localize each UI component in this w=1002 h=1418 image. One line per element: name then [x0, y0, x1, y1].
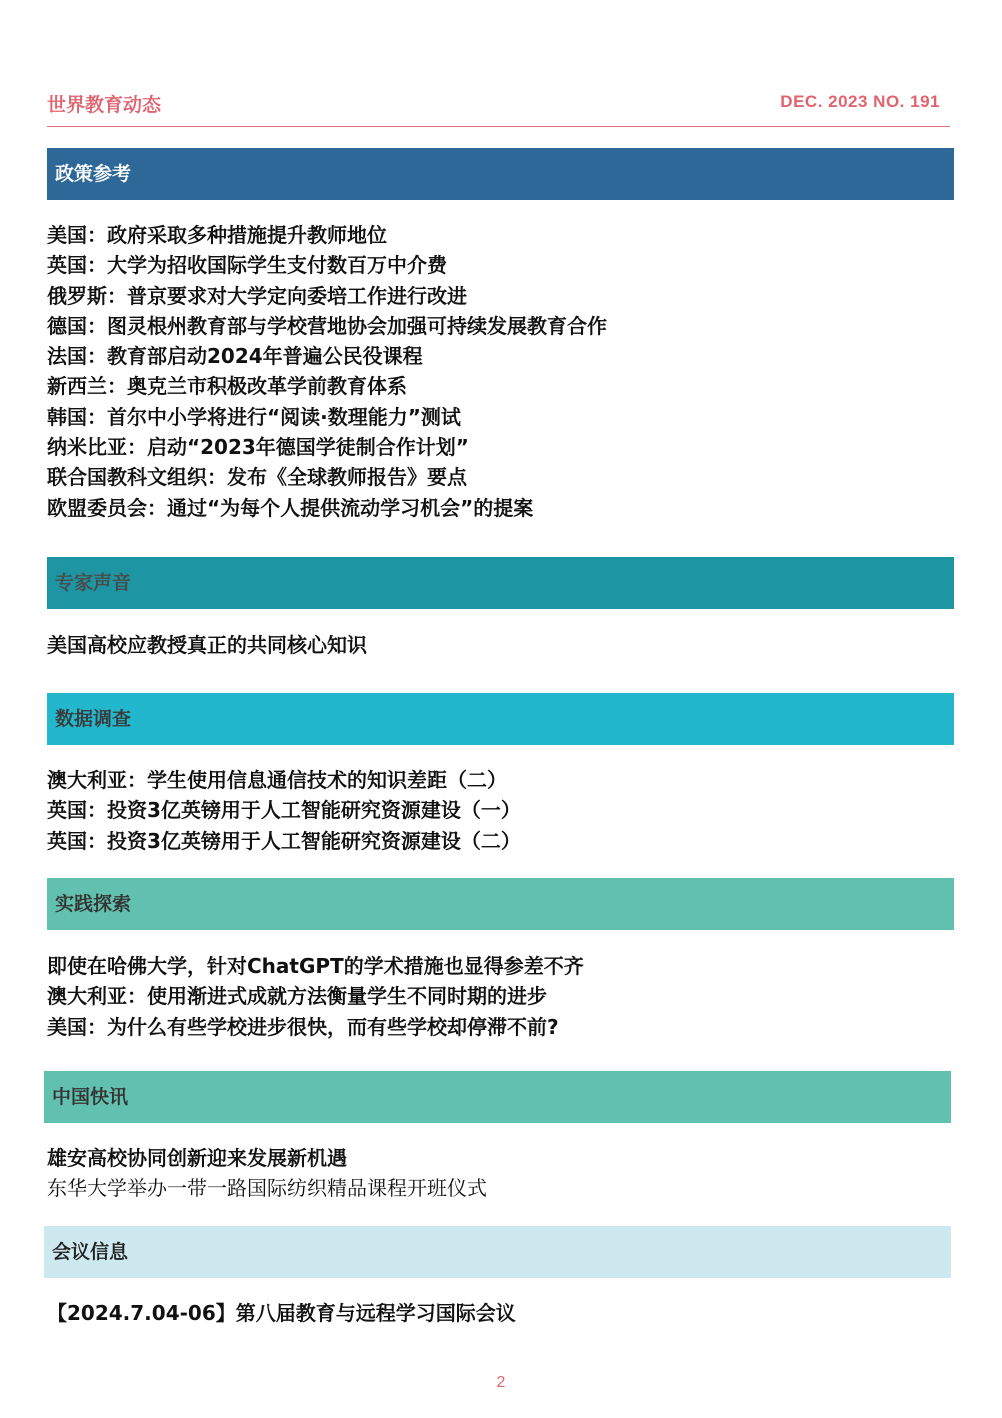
article-link[interactable]: 雄安高校协同创新迎来发展新机遇	[47, 1146, 347, 1170]
section-list-conferences	[47, 1298, 516, 1328]
article-link[interactable]: 韩国：首尔中小学将进行“阅读·数理能力”测试	[47, 404, 461, 429]
section-title: 会议信息	[52, 1241, 129, 1263]
page-header	[47, 90, 950, 127]
article-link[interactable]: 英国：投资3亿英镑用于人工智能研究资源建设（二）	[47, 828, 521, 853]
article-link[interactable]: 新西兰：奥克兰市积极改革学前教育体系	[47, 374, 407, 399]
section-list-experts	[47, 630, 367, 660]
article-link[interactable]: 美国高校应教授真正的共同核心知识	[47, 633, 367, 657]
section-title: 专家声音	[55, 572, 132, 594]
section-title: 政策参考	[55, 163, 132, 185]
article-link[interactable]: 即使在哈佛大学，针对ChatGPT的学术措施也显得参差不齐	[47, 954, 584, 978]
article-link[interactable]: 英国：投资3亿英镑用于人工智能研究资源建设（一）	[47, 798, 521, 823]
section-header-practice	[47, 878, 954, 930]
section-title: 数据调查	[55, 708, 132, 730]
article-link[interactable]: 俄罗斯：普京要求对大学定向委培工作进行改进	[47, 283, 467, 308]
section-header-china-news	[44, 1071, 951, 1123]
section-title: 中国快讯	[52, 1086, 129, 1108]
section-list-data	[47, 765, 521, 856]
section-header-conferences	[44, 1226, 951, 1278]
article-link[interactable]: 美国：为什么有些学校进步很快，而有些学校却停滞不前?	[47, 1014, 559, 1039]
article-link[interactable]: 法国：教育部启动2024年普遍公民役课程	[47, 344, 423, 369]
page-number: 2	[496, 1374, 506, 1391]
article-link[interactable]: 澳大利亚：学生使用信息通信技术的知识差距（二）	[47, 768, 507, 792]
section-list-practice	[47, 951, 584, 1042]
article-link[interactable]: 纳米比亚：启动“2023年德国学徒制合作计划”	[47, 435, 469, 460]
section-header-policy	[47, 148, 954, 200]
article-link[interactable]: 澳大利亚：使用渐进式成就方法衡量学生不同时期的进步	[47, 984, 547, 1009]
section-list-china-news	[47, 1143, 487, 1204]
issue-number: DEC. 2023 NO. 191	[780, 92, 940, 111]
article-link[interactable]: 【2024.7.04-06】第八届教育与远程学习国际会议	[47, 1301, 516, 1325]
article-link[interactable]: 英国：大学为招收国际学生支付数百万中介费	[47, 253, 447, 278]
section-header-experts	[47, 557, 954, 609]
section-title: 实践探索	[55, 893, 132, 915]
article-link[interactable]: 德国：图灵根州教育部与学校营地协会加强可持续发展教育合作	[47, 313, 607, 338]
article-link[interactable]: 东华大学举办一带一路国际纺织精品课程开班仪式	[47, 1176, 487, 1201]
article-link[interactable]: 联合国教科文组织：发布《全球教师报告》要点	[47, 465, 467, 490]
publication-title: 世界教育动态	[47, 94, 162, 116]
article-link[interactable]: 欧盟委员会：通过“为每个人提供流动学习机会”的提案	[47, 495, 534, 520]
section-list-policy	[47, 220, 607, 523]
section-header-data	[47, 693, 954, 745]
article-link[interactable]: 美国：政府采取多种措施提升教师地位	[47, 223, 387, 247]
